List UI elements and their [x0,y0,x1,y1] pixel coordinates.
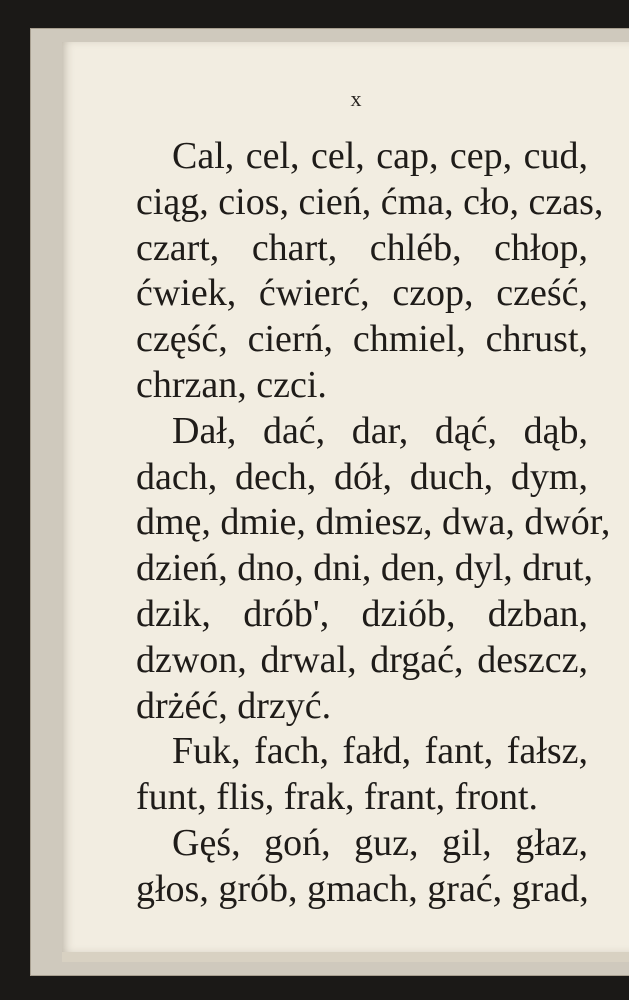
text-line: dzik, drób', dziób, dzban, [136,592,588,635]
text-line: Gęś, goń, guz, gil, głaz, [172,821,588,864]
text-line: Dał, dać, dar, dąć, dąb, [172,409,588,452]
page-edge [62,952,629,962]
paragraph-d [136,409,611,730]
text-line: dzień, dno, dni, den, dyl, drut, [136,547,593,590]
text-block [136,134,611,913]
text-line: czart, chart, chléb, chłop, [136,226,588,269]
text-line: dach, dech, dół, duch, dym, [136,455,588,498]
text-line: ciąg, cios, cień, ćma, cło, czas, [136,180,604,223]
book-page [62,42,629,952]
text-line: głos, grób, gmach, grać, grad, [136,867,589,910]
text-line: drżéć, drzyć. [136,684,332,727]
paragraph-f [136,729,588,821]
text-line: funt, flis, frak, frant, front. [136,776,539,819]
text-line: Cal, cel, cel, cap, cep, cud, [172,135,588,177]
text-line: chrzan, czci. [136,363,327,406]
paragraph-g [136,821,588,913]
text-line: dmę, dmie, dmiesz, dwa, dwór, [136,501,611,544]
text-line: ćwiek, ćwierć, czop, cześć, [136,272,588,315]
text-line: część, cierń, chmiel, chrust, [136,318,588,361]
paragraph-c [136,134,604,409]
text-line: Fuk, fach, fałd, fant, fałsz, [172,730,588,773]
page-number: x [350,86,362,111]
text-line: dzwon, drwal, drgać, deszcz, [136,638,588,681]
